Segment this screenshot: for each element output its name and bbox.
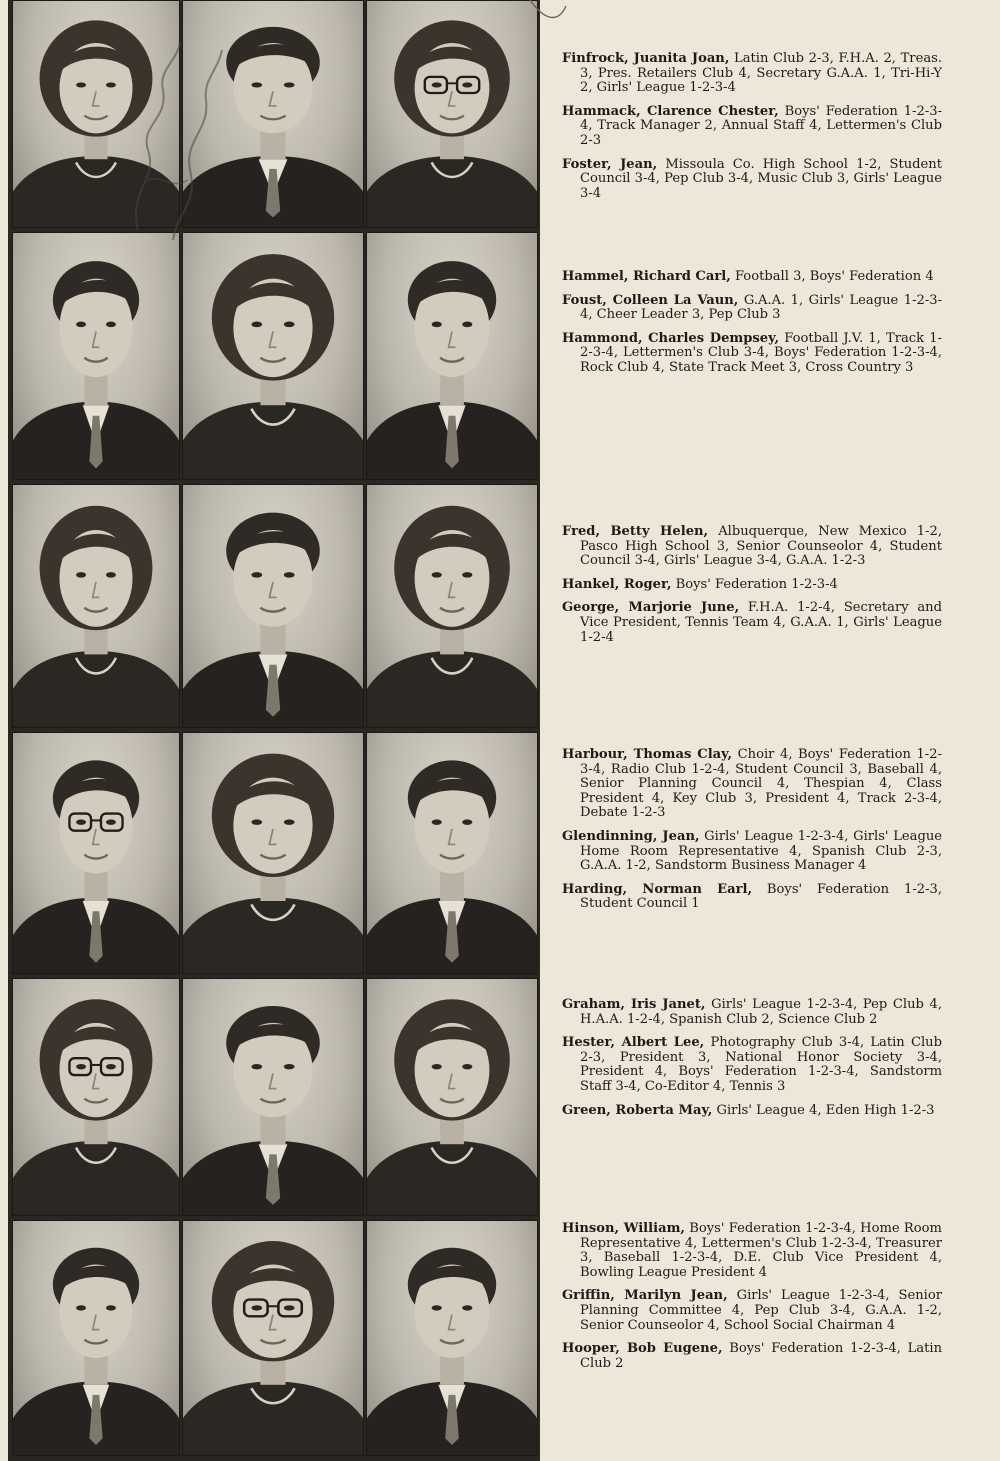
student-entry	[562, 52, 942, 96]
bio-group	[562, 998, 942, 1127]
student-name: Graham, Iris Janet,	[562, 997, 706, 1012]
portrait-photo	[366, 232, 538, 480]
student-entry	[562, 1222, 942, 1280]
student-name: Hammack, Clarence Chester,	[562, 103, 779, 119]
bio-group	[562, 270, 942, 385]
student-name: Glendinning, Jean,	[562, 828, 700, 844]
student-activities: Boys' Federation 1-2-3-4, Home Room Representative 4, Lettermen's Club 1-2-3-4, Treasurer 3, Baseball 1-2-3-4, D.E. Club Vice President 4, Bowling League President 4	[580, 1221, 942, 1280]
student-name: Finfrock, Juanita Joan,	[562, 51, 730, 66]
student-activities: Photography Club 3-4, Latin Club 2-3, President 3, National Honor Society 3-4, President 4, Boys' Federation 1-2-3-4, Sandstorm Staff 3-4, Co-Editor 4, Tennis 3	[580, 1035, 942, 1094]
portrait-photo	[12, 1220, 180, 1456]
student-entry	[562, 525, 942, 569]
portrait-photo	[182, 484, 364, 728]
student-activities: Girls' League 1-2-3-4, Girls' League Home Room Representative 4, Spanish Club 2-3, G.A.A. 1-2, Sandstorm Business Manager 4	[580, 828, 943, 874]
portrait-photo	[366, 732, 538, 974]
student-activities: Boys' Federation 1-2-3, Student Council 1	[580, 881, 943, 912]
portrait-photo	[12, 978, 180, 1216]
student-name: Hinson, William,	[562, 1221, 685, 1236]
portrait-photo	[182, 1220, 364, 1456]
student-entry	[562, 883, 942, 912]
student-entry	[562, 1036, 942, 1094]
portrait-photo	[182, 232, 364, 480]
student-entry	[562, 158, 942, 202]
page-curl	[528, 0, 568, 26]
portrait-photo	[182, 732, 364, 974]
student-entry	[562, 105, 942, 149]
portrait-photo	[182, 978, 364, 1216]
student-name: Hammond, Charles Dempsey,	[562, 330, 780, 346]
bio-group	[562, 1222, 942, 1380]
student-activities: Girls' League 4, Eden High 1-2-3	[712, 1102, 935, 1118]
student-name: Hester, Albert Lee,	[562, 1035, 705, 1051]
bio-group	[562, 748, 942, 921]
student-activities: Missoula Co. High School 1-2, Student Council 3-4, Pep Club 3-4, Music Club 3, Girls' League 3-4	[580, 156, 942, 201]
bio-group	[562, 525, 942, 654]
student-name: Harbour, Thomas Clay,	[562, 747, 733, 762]
student-entry	[562, 578, 942, 593]
student-activities: Boys' Federation 1-2-3-4, Track Manager 2, Annual Staff 4, Lettermen's Club 2-3	[580, 103, 942, 148]
student-name: Foust, Colleen La Vaun,	[562, 292, 739, 308]
student-activities: Girls' League 1-2-3-4, Pep Club 4, H.A.A. 1-2-4, Spanish Club 2, Science Club 2	[580, 997, 942, 1027]
student-name: Harding, Norman Earl,	[562, 881, 753, 897]
handwritten-signature	[118, 30, 238, 250]
student-activities: Choir 4, Boys' Federation 1-2-3-4, Radio Club 1-2-4, Student Council 3, Baseball 4, Senior Planning Council 4, Thespian 4, Class President 4, Key Club 3, President 4, Track 2-3-4, Debate 1-2-3	[580, 747, 942, 821]
portrait-photo	[366, 0, 538, 228]
student-name: Hooper, Bob Eugene,	[562, 1341, 723, 1357]
portrait-photo	[12, 484, 180, 728]
student-entry	[562, 1289, 942, 1333]
portrait-photo	[12, 232, 180, 480]
student-activities: Boys' Federation 1-2-3-4	[671, 576, 838, 592]
student-entry	[562, 748, 942, 821]
student-name: Hankel, Roger,	[562, 576, 672, 592]
student-entry	[562, 601, 942, 645]
student-name: Griffin, Marilyn Jean,	[562, 1288, 728, 1304]
student-activities: Albuquerque, New Mexico 1-2, Pasco High School 3, Senior Counseolor 4, Student Council 3-4, Girls' League 3-4, G.A.A. 1-2-3	[580, 524, 942, 569]
student-activities: F.H.A. 1-2-4, Secretary and Vice President, Tennis Team 4, G.A.A. 1, Girls' League 1-2-4	[580, 600, 942, 645]
bio-group	[562, 52, 942, 210]
student-activities: Football 3, Boys' Federation 4	[730, 269, 934, 284]
portrait-photo	[366, 484, 538, 728]
student-activities: Boys' Federation 1-2-3-4, Latin Club 2	[580, 1341, 942, 1371]
student-activities: Girls' League 1-2-3-4, Senior Planning Committee 4, Pep Club 3-4, G.A.A. 1-2, Senior Counseolor 4, School Social Chairman 4	[580, 1288, 942, 1333]
student-name: Hammel, Richard Carl,	[562, 269, 731, 284]
student-activities: G.A.A. 1, Girls' League 1-2-3-4, Cheer Leader 3, Pep Club 3	[580, 292, 942, 323]
student-name: Green, Roberta May,	[562, 1102, 713, 1118]
portrait-photo	[12, 732, 180, 974]
student-name: Fred, Betty Helen,	[562, 524, 709, 539]
student-activities: Latin Club 2-3, F.H.A. 2, Treas. 3, Pres. Retailers Club 4, Secretary G.A.A. 1, Tri-Hi-Y 2, Girls' League 1-2-3-4	[580, 51, 943, 96]
student-entry	[562, 830, 942, 874]
student-entry	[562, 332, 942, 376]
student-entry	[562, 294, 942, 323]
student-entry	[562, 270, 942, 285]
student-name: George, Marjorie June,	[562, 600, 740, 616]
student-entry	[562, 1104, 942, 1119]
photo-grid	[8, 0, 540, 1461]
student-entry	[562, 1342, 942, 1371]
student-name: Foster, Jean,	[562, 156, 658, 172]
student-entry	[562, 998, 942, 1027]
student-activities: Football J.V. 1, Track 1-2-3-4, Lettermen's Club 3-4, Boys' Federation 1-2-3-4, Rock Club 4, State Track Meet 3, Cross Country 3	[580, 330, 942, 375]
portrait-photo	[366, 1220, 538, 1456]
portrait-photo	[366, 978, 538, 1216]
